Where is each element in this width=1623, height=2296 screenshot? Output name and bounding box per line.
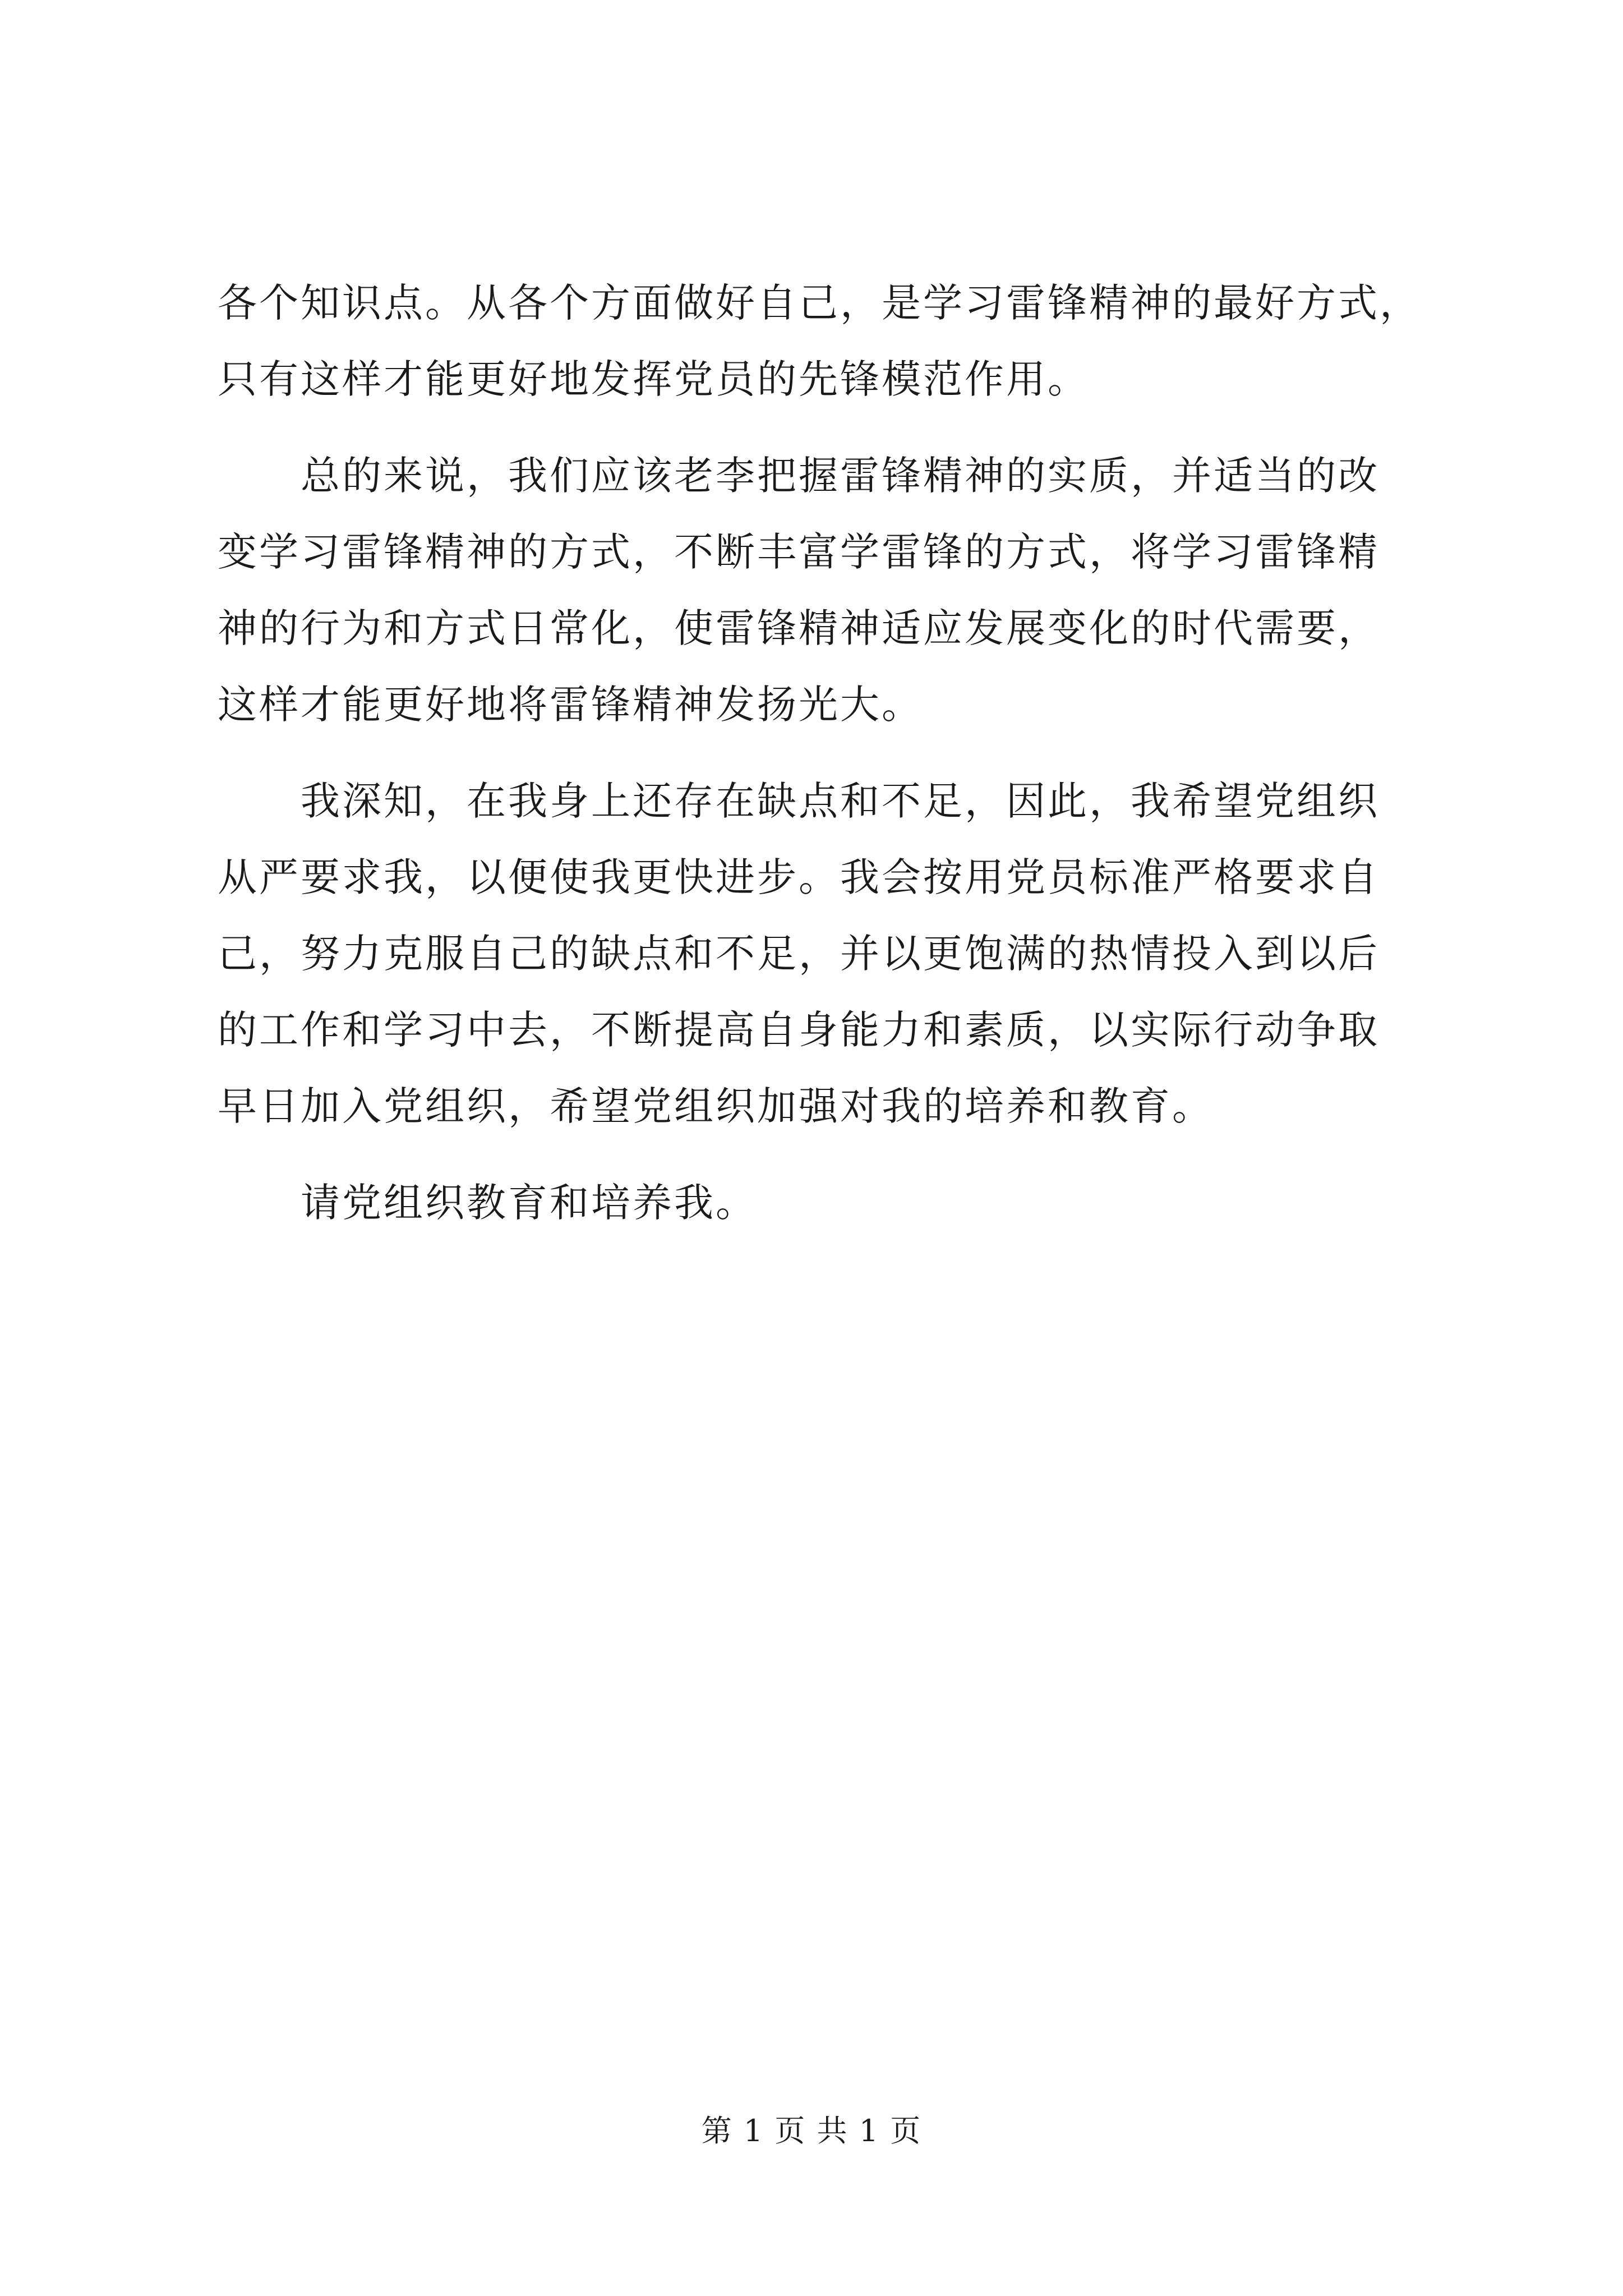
paragraph-line: 我深知，在我身上还存在缺点和不足，因此，我希望党组织 xyxy=(301,778,1380,824)
paragraph-spacer xyxy=(218,1144,1418,1165)
paragraph xyxy=(218,438,1418,743)
paragraph-line: 总的来说，我们应该老李把握雷锋精神的实质，并适当的改 xyxy=(301,453,1380,499)
paragraph-line: 请党组织教育和培养我。 xyxy=(301,1180,757,1226)
paragraph xyxy=(218,763,1418,1144)
paragraph-line: 神的行为和方式日常化，使雷锋精神适应发展变化的时代需要， xyxy=(218,605,1380,651)
paragraph-line: 各个知识点。从各个方面做好自己，是学习雷锋精神的最好方式， xyxy=(218,280,1421,326)
paragraph-line: 只有这样才能更好地发挥党员的先锋模范作用。 xyxy=(218,356,1089,402)
paragraph-line: 变学习雷锋精神的方式，不断丰富学雷锋的方式，将学习雷锋精 xyxy=(218,529,1380,575)
paragraph-line: 己，努力克服自己的缺点和不足，并以更饱满的热情投入到以后 xyxy=(218,931,1380,977)
paragraph-spacer xyxy=(218,743,1418,763)
document-body xyxy=(218,265,1421,1241)
paragraph-line: 的工作和学习中去，不断提高自身能力和素质，以实际行动争取 xyxy=(218,1007,1380,1053)
page-footer: 第 1 页 共 1 页 xyxy=(701,2113,922,2148)
paragraph-line: 从严要求我，以便使我更快进步。我会按用党员标准严格要求自 xyxy=(218,854,1380,900)
paragraph-line: 早日加入党组织，希望党组织加强对我的培养和教育。 xyxy=(218,1083,1214,1129)
paragraph xyxy=(218,265,1421,417)
paragraph-spacer xyxy=(218,417,1418,438)
paragraph xyxy=(218,1165,1418,1241)
paragraph-line: 这样才能更好地将雷锋精神发扬光大。 xyxy=(218,682,923,728)
